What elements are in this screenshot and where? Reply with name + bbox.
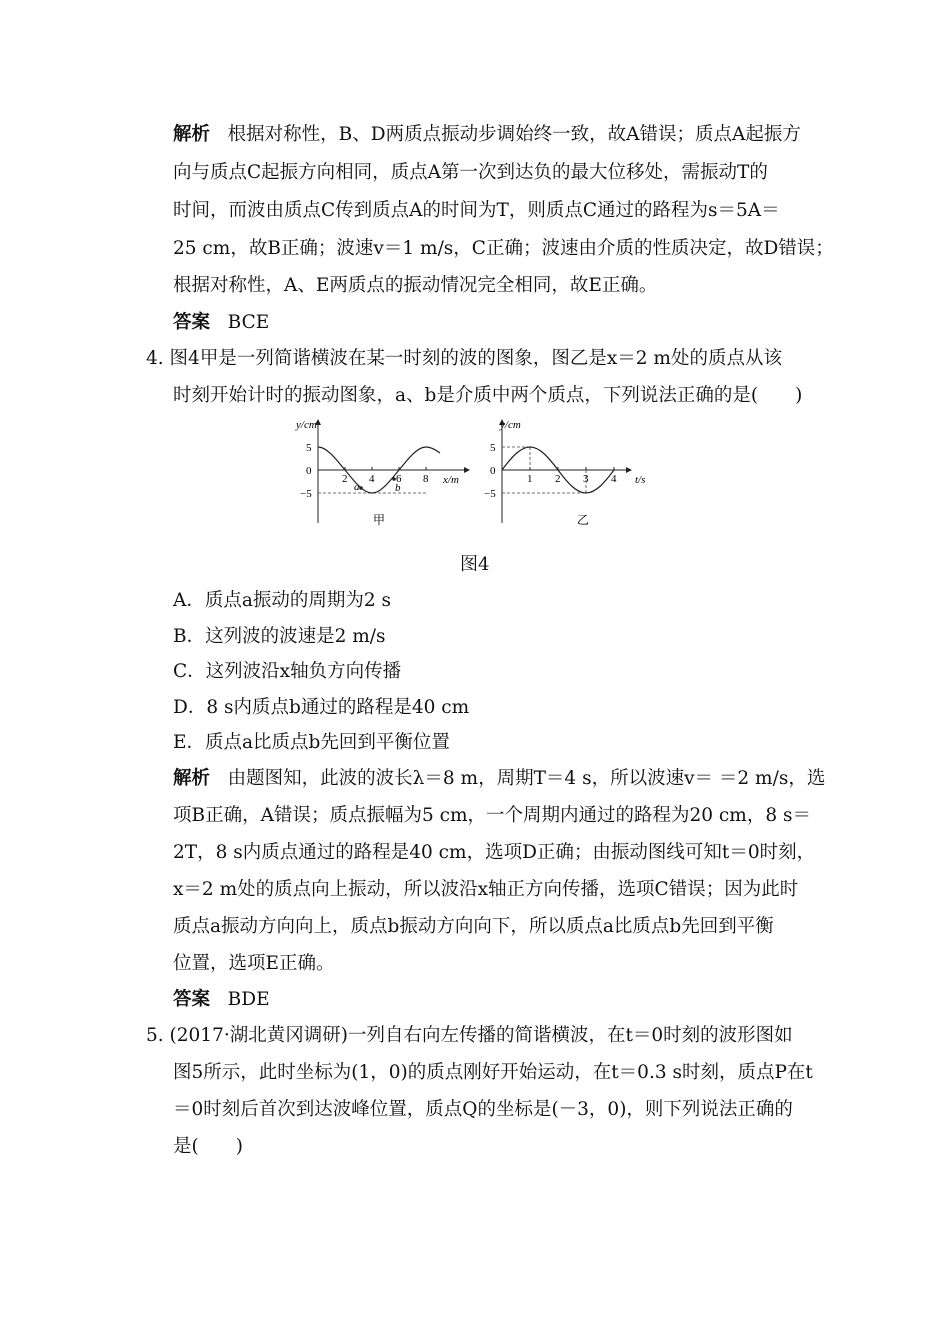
answer-3 [173,310,269,336]
graph-label-jia: 甲 [373,513,386,527]
analysis-label: 解析 [173,768,211,789]
analysis-4-line-5: 质点a振动方向向上，质点b振动方向向下，所以质点a比质点b先回到平衡 [173,916,774,937]
t-tick-1: 1 [527,473,533,485]
y-tick-5: 5 [306,442,312,454]
x-tick-6: 6 [396,473,402,485]
answer-4 [173,987,270,1013]
t-tick-4: 4 [611,473,617,485]
option-b: B．这列波的波速是2 m/s [173,626,386,647]
y-axis-label: y/cm [296,419,317,431]
vibration-graph-yi [484,419,645,527]
analysis-4-line-1: 解析 由题图知，此波的波长λ＝8 m，周期T＝4 s，所以波速v＝ ＝2 m/s，选 [173,768,826,789]
question-number: 5. [146,1025,164,1046]
analysis-4-line-3: 2T，8 s内质点通过的路程是40 cm，选项D正确；由振动图线可知t＝0时刻， [173,842,816,863]
point-a-label: a [354,481,360,493]
y-axis-label: y/cm [500,419,521,431]
question-5-line-1: 5. (2017·湖北黄冈调研)一列自右向左传播的简谐横波，在t＝0时刻的波形图如 [146,1025,793,1046]
question-source: (2017·湖北黄冈调研) [169,1025,348,1046]
question-5-line-2: 图5所示，此时坐标为(1，0)的质点刚好开始运动，在t＝0.3 s时刻，质点P在t [173,1062,813,1083]
figure-4 [280,418,680,533]
t-tick-3: 3 [583,473,589,485]
answer-label: 答案 [173,989,211,1010]
y-tick-5: 5 [490,442,496,454]
analysis-3-line-2: 向与质点C起振方向相同，质点A第一次到达负的最大位移处，需振动T的 [173,162,768,183]
question-5-line-4: 是( ) [173,1136,243,1157]
x-axis-label: x/m [443,474,459,486]
answer-label: 答案 [173,312,211,333]
graph-label-yi: 乙 [577,513,590,527]
option-a: A．质点a振动的周期为2 s [173,590,392,611]
option-c: C．这列波沿x轴负方向传播 [173,661,402,682]
option-e: E．质点a比质点b先回到平衡位置 [173,732,450,753]
y-tick-0: 0 [490,465,496,477]
wave-graph-jia [295,419,470,527]
analysis-3-line-5: 根据对称性，A、E两质点的振动情况完全相同，故E正确。 [173,275,658,296]
analysis-4-line-6: 位置，选项E正确。 [173,953,335,974]
point-b-label: b [395,482,401,494]
t-tick-2: 2 [555,473,561,485]
analysis-4-line-4: x＝2 m处的质点向上振动，所以波沿x轴正方向传播，选项C错误；因为此时 [173,879,799,900]
x-tick-8: 8 [423,473,429,485]
question-4-line-1: 4. 图4甲是一列简谐横波在某一时刻的波的图象，图乙是x＝2 m处的质点从该 [146,348,782,369]
question-5-line-3: ＝0时刻后首次到达波峰位置，质点Q的坐标是(－3，0)，则下列说法正确的 [173,1099,793,1120]
x-tick-4: 4 [369,473,375,485]
analysis-3-line-4: 25 cm，故B正确；波速v＝1 m/s，C正确；波速由介质的性质决定，故D错误； [173,238,834,259]
option-d: D．8 s内质点b通过的路程是40 cm [173,697,470,718]
figure-caption: 图4 [460,554,490,575]
question-number: 4. [146,348,164,369]
x-tick-2: 2 [342,473,348,485]
y-tick-minus5: −5 [300,488,312,500]
t-axis-label: t/s [635,474,646,486]
analysis-3-line-1: 解析 根据对称性，B、D两质点振动步调始终一致，故A错误；质点A起振方 [173,124,801,145]
y-tick-0: 0 [306,465,312,477]
analysis-3-line-3: 时间，而波由质点C传到质点A的时间为T，则质点C通过的路程为s＝5A＝ [173,200,780,221]
question-4-line-2: 时刻开始计时的振动图象，a、b是介质中两个质点，下列说法正确的是( ) [173,385,803,406]
y-tick-minus5: −5 [484,488,496,500]
x-axis-arrow-icon [464,467,470,473]
point-a-dot [359,486,363,490]
t-axis-arrow-icon [626,467,632,473]
analysis-label: 解析 [173,124,211,145]
analysis-4-line-2: 项B正确，A错误；质点振幅为5 cm，一个周期内通过的路程为20 cm，8 s＝ [173,805,811,826]
answer-value: BCE [227,312,270,333]
answer-value: BDE [227,989,270,1010]
